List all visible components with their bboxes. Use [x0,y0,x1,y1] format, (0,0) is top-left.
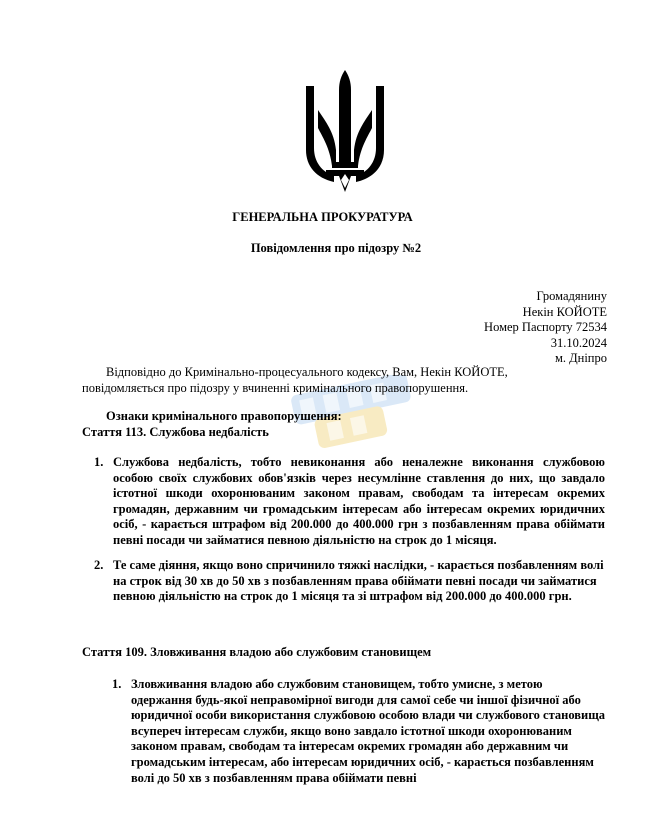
intro-paragraph [82,365,542,396]
trident-emblem-icon [304,70,386,198]
article-109-heading: Стаття 109. Зловживання владою або службовим становищем [82,645,432,659]
document-date: 31.10.2024 [550,335,607,350]
addressee-block [484,289,607,367]
document-city: м. Дніпро [554,351,607,366]
offense-signs-heading: Ознаки кримінального правопорушення: [106,409,342,423]
agency-name: ГЕНЕРАЛЬНА ПРОКУРАТУРА [232,210,413,224]
item-text: Зловживання владою або службовим становищем, тобто умисне, з метою одержання будь-якої неправомірної вигоди для самої себе чи іншої фізичної або юридичної особи використання службовою особою влади чи службового становища всупереч інтересам служби, якщо воно завдало істотної шкоди охоронюваним законом правам, свободам та інтересам окремих громадян або державним чи громадським інтересам, або інтересам юридичних осіб, - карається позбавленням волі до 50 хв з позбавленням права обіймати певні [131,677,606,785]
intro-line-2: повідомляється про підозру у вчиненні кримінального правопорушення. [82,380,469,395]
addressee-name: Некін КОЙОТЕ [522,304,607,319]
item-number: 2. [94,558,104,572]
item-text: Те саме діяння, якщо воно спричинило тяжкі наслідки, - карається позбавленням волі на строк від 30 хв до 50 хв з позбавленням права обіймати певні посади чи займатися певною діяльністю на строк до 1 місяця та зі штрафом від 200.000 до 400.000 грн. [113,558,604,604]
item-number: 1. [94,455,104,469]
addressee-salutation: Громадянину [536,289,607,303]
item-number: 1. [112,677,122,691]
intro-line-1: Відповідно до Кримінально-процесуального кодексу, Вам, Некін КОЙОТЕ, [106,365,508,379]
item-text: Службова недбалість, тобто невиконання або неналежне виконання службовою особою своїх службових обов'язків через несумлінне ставлення до них, що завдало істотної шкоди охоронюваним законом правам, свободам та інтересам окремих громадян, державним чи громадським інтересам або інтересам окремих юридичних осіб, - карається штрафом від 200.000 до 400.000 грн з позбавленням права обіймати певні посади чи займатися певною діяльністю на строк до 1 місяця. [113,455,605,547]
addressee-passport: Номер Паспорту 72534 [484,320,607,335]
article-113-heading: Стаття 113. Службова недбалість [82,425,269,439]
document-title: Повідомлення про підозру №2 [250,241,422,255]
